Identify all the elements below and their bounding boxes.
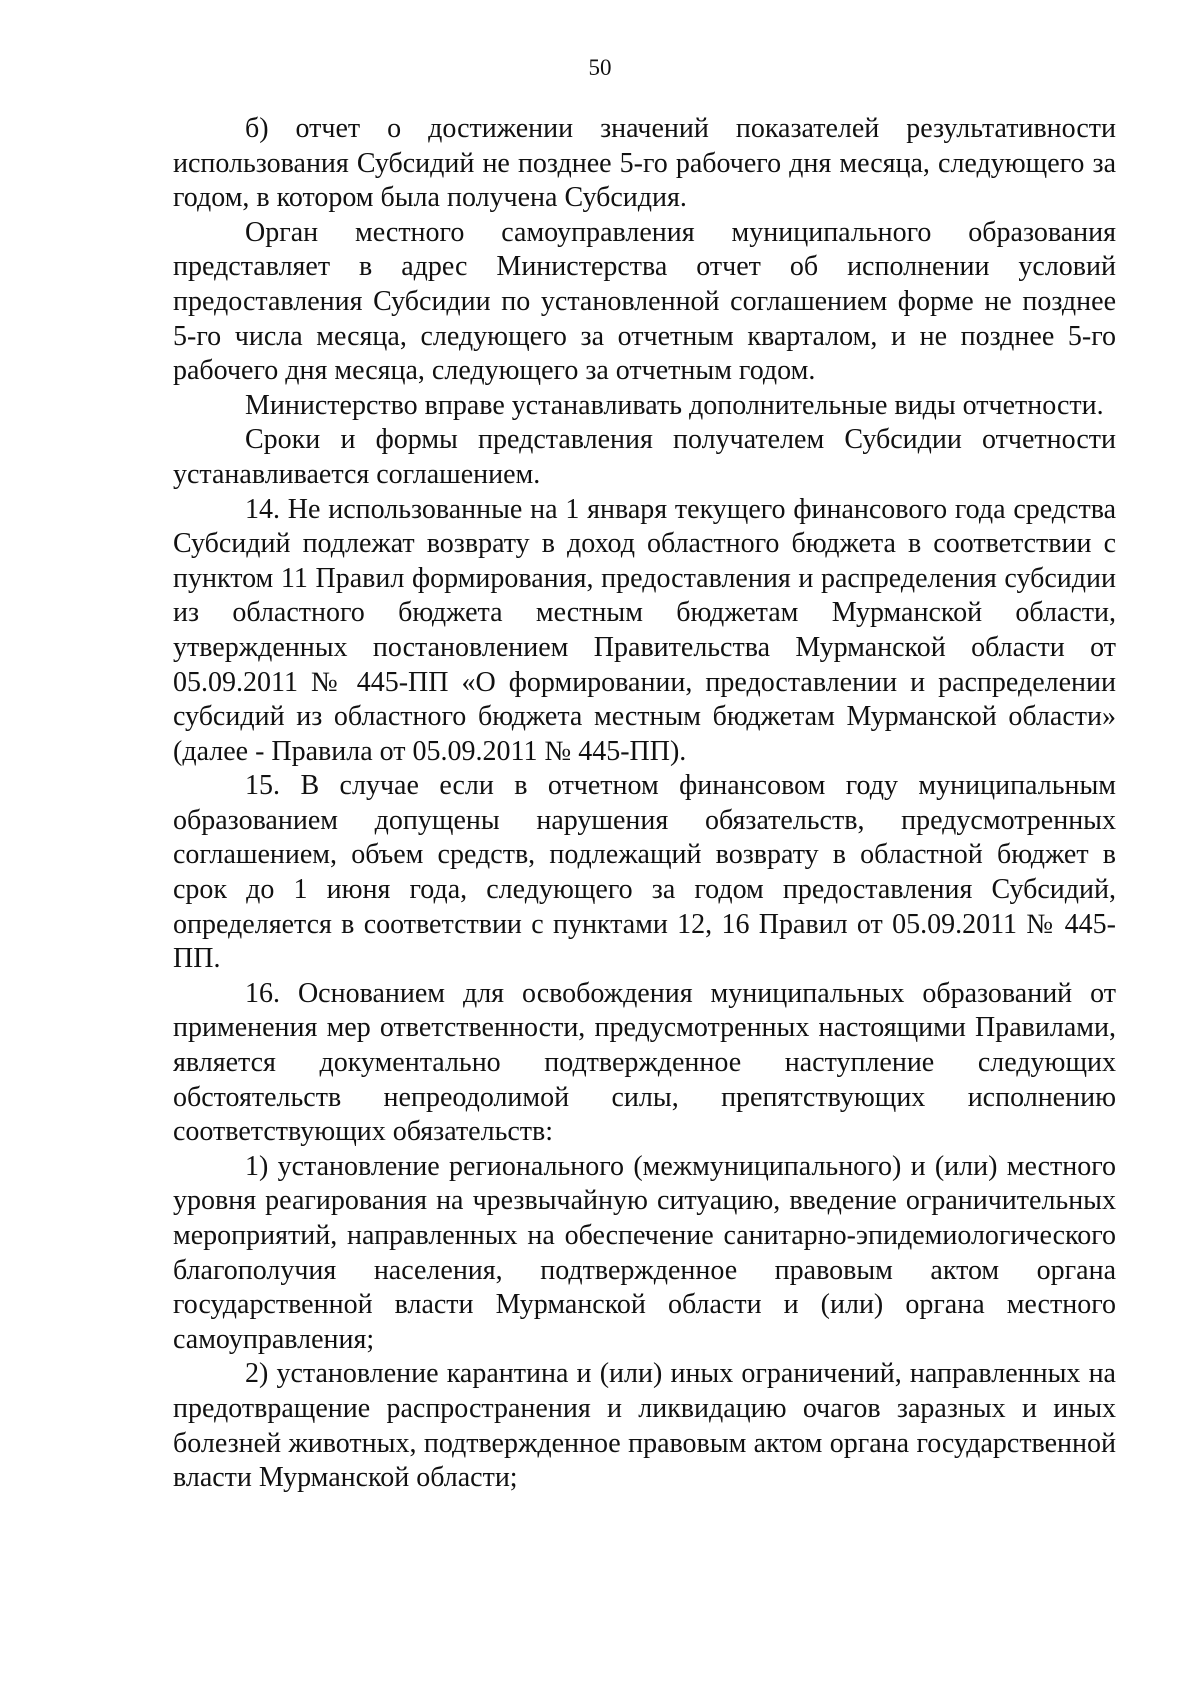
paragraph-reporting-terms: Сроки и формы представления получателем Субсидии отчетности устанавливается соглашением. <box>173 424 1116 490</box>
paragraph-clause-14: 14. Не использованные на 1 января текущего финансового года средства Субсидий подлежат возврату в доход областного бюджета в соответствии с пунктом 11 Правил формирования, предоставления и распределения субсидии из областного бюджета местным бюджетам Мурманской области, утвержденных постановлением Правительства Мурманской области от 05.09.2011 № 445-ПП «О формировании, предоставлении и распределении субсидий из областного бюджета местным бюджетам Мурманской области» (далее - Правила от 05.09.2011 № 445-ПП). <box>173 493 1116 767</box>
paragraph-item-1: 1) установление регионального (межмуниципального) и (или) местного уровня реагирования на чрезвычайную ситуацию, введение ограничительных мероприятий, направленных на обеспечение санитарно-эпидемиологического благополучия населения, подтвержденное правовым актом органа государственной власти Мурманской области и (или) органа местного самоуправления; <box>173 1150 1116 1355</box>
paragraph-clause-15: 15. В случае если в отчетном финансовом году муниципальным образованием допущены нарушения обязательств, предусмотренных соглашением, объем средств, подлежащий возврату в областной бюджет в срок до 1 июня года, следующего за годом предоставления Субсидий, определяется в соответствии с пунктами 12, 16 Правил от 05.09.2011 № 445-ПП. <box>173 770 1116 975</box>
document-body <box>173 112 1116 1496</box>
paragraph-item-2: 2) установление карантина и (или) иных ограничений, направленных на предотвращение распространения и ликвидацию очагов заразных и иных болезней животных, подтвержденное правовым актом органа государственной власти Мурманской области; <box>173 1358 1116 1494</box>
paragraph-report-deadline: б) отчет о достижении значений показателей результативности использования Субсидий не позднее 5-го рабочего дня месяца, следующего за годом, в котором была получена Субсидия. <box>173 113 1116 214</box>
paragraph-clause-16: 16. Основанием для освобождения муниципальных образований от применения мер ответственности, предусмотренных настоящими Правилами, является документально подтвержденное наступление следующих обстоятельств непреодолимой силы, препятствующих исполнению соответствующих обязательств: <box>173 977 1116 1148</box>
paragraph-additional-reporting: Министерство вправе устанавливать дополнительные виды отчетности. <box>245 389 1104 421</box>
paragraph-local-authority-report: Орган местного самоуправления муниципального образования представляет в адрес Министерства отчет об исполнении условий предоставления Субсидии по установленной соглашением форме не позднее 5-го числа месяца, следующего за отчетным кварталом, и не позднее 5-го рабочего дня месяца, следующего за отчетным годом. <box>173 216 1116 387</box>
page-number: 50 <box>588 55 612 80</box>
